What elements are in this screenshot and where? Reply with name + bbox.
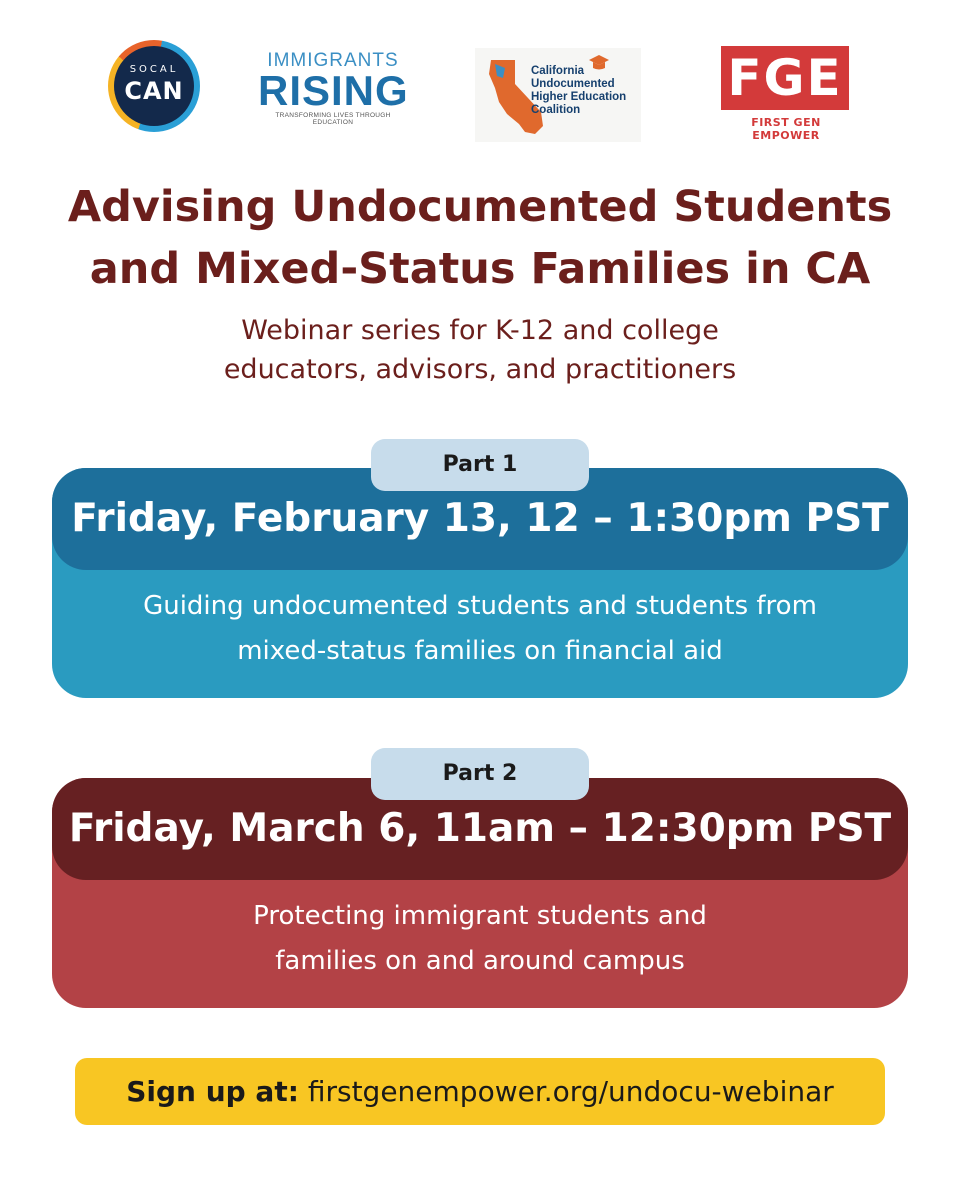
logo-row xyxy=(0,38,960,146)
session-1-description xyxy=(52,584,908,674)
immigrants-rising-logo xyxy=(258,50,408,130)
title-line-1: Advising Undocumented Students xyxy=(67,182,893,232)
signup-label: Sign up at: xyxy=(126,1075,299,1108)
immigrants-rising-logo-top: IMMIGRANTS xyxy=(267,50,399,71)
page-subtitle xyxy=(0,311,960,389)
signup-banner xyxy=(75,1058,885,1125)
subtitle-line-2: educators, advisors, and practitioners xyxy=(223,354,737,385)
immigrants-rising-logo-main: RISING xyxy=(258,67,409,114)
session-1-datetime: Friday, February 13, 12 – 1:30pm PST xyxy=(52,468,908,570)
cuhec-logo-line3: Higher Education xyxy=(531,91,627,103)
cuhec-logo xyxy=(475,48,641,142)
part-2-badge: Part 2 xyxy=(371,748,589,800)
socal-can-logo xyxy=(108,40,200,132)
socal-can-logo-inner xyxy=(114,46,194,126)
session-2-description xyxy=(52,894,908,984)
cuhec-logo-line4: Coalition xyxy=(531,104,581,116)
socal-can-logo-top: SOCAL xyxy=(129,64,179,75)
session-2-datetime: Friday, March 6, 11am – 12:30pm PST xyxy=(52,778,908,880)
fge-logo xyxy=(721,46,851,142)
title-line-2: and Mixed-Status Families in CA xyxy=(89,244,871,294)
immigrants-rising-logo-tagline: TRANSFORMING LIVES THROUGH EDUCATION xyxy=(275,112,391,126)
cuhec-logo-line1: California xyxy=(531,65,585,77)
subtitle-line-1: Webinar series for K-12 and college xyxy=(241,315,719,346)
socal-can-logo-main: CAN xyxy=(124,77,184,105)
session-card-part-1 xyxy=(52,468,908,698)
part-1-badge: Part 1 xyxy=(371,439,589,491)
page-title xyxy=(0,176,960,300)
signup-url[interactable]: firstgenempower.org/undocu-webinar xyxy=(307,1075,834,1108)
session-card-part-2 xyxy=(52,778,908,1008)
cuhec-logo-line2: Undocumented xyxy=(531,78,615,90)
cuhec-logo-text xyxy=(531,65,626,117)
session-1-desc-line-1: Guiding undocumented students and students from xyxy=(143,591,817,621)
session-2-desc-line-1: Protecting immigrant students and xyxy=(253,901,707,931)
fge-logo-main: FGE xyxy=(721,46,849,110)
session-1-desc-line-2: mixed-status families on financial aid xyxy=(237,636,723,666)
session-2-desc-line-2: families on and around campus xyxy=(275,946,685,976)
fge-logo-sub: FIRST GEN EMPOWER xyxy=(751,116,821,142)
